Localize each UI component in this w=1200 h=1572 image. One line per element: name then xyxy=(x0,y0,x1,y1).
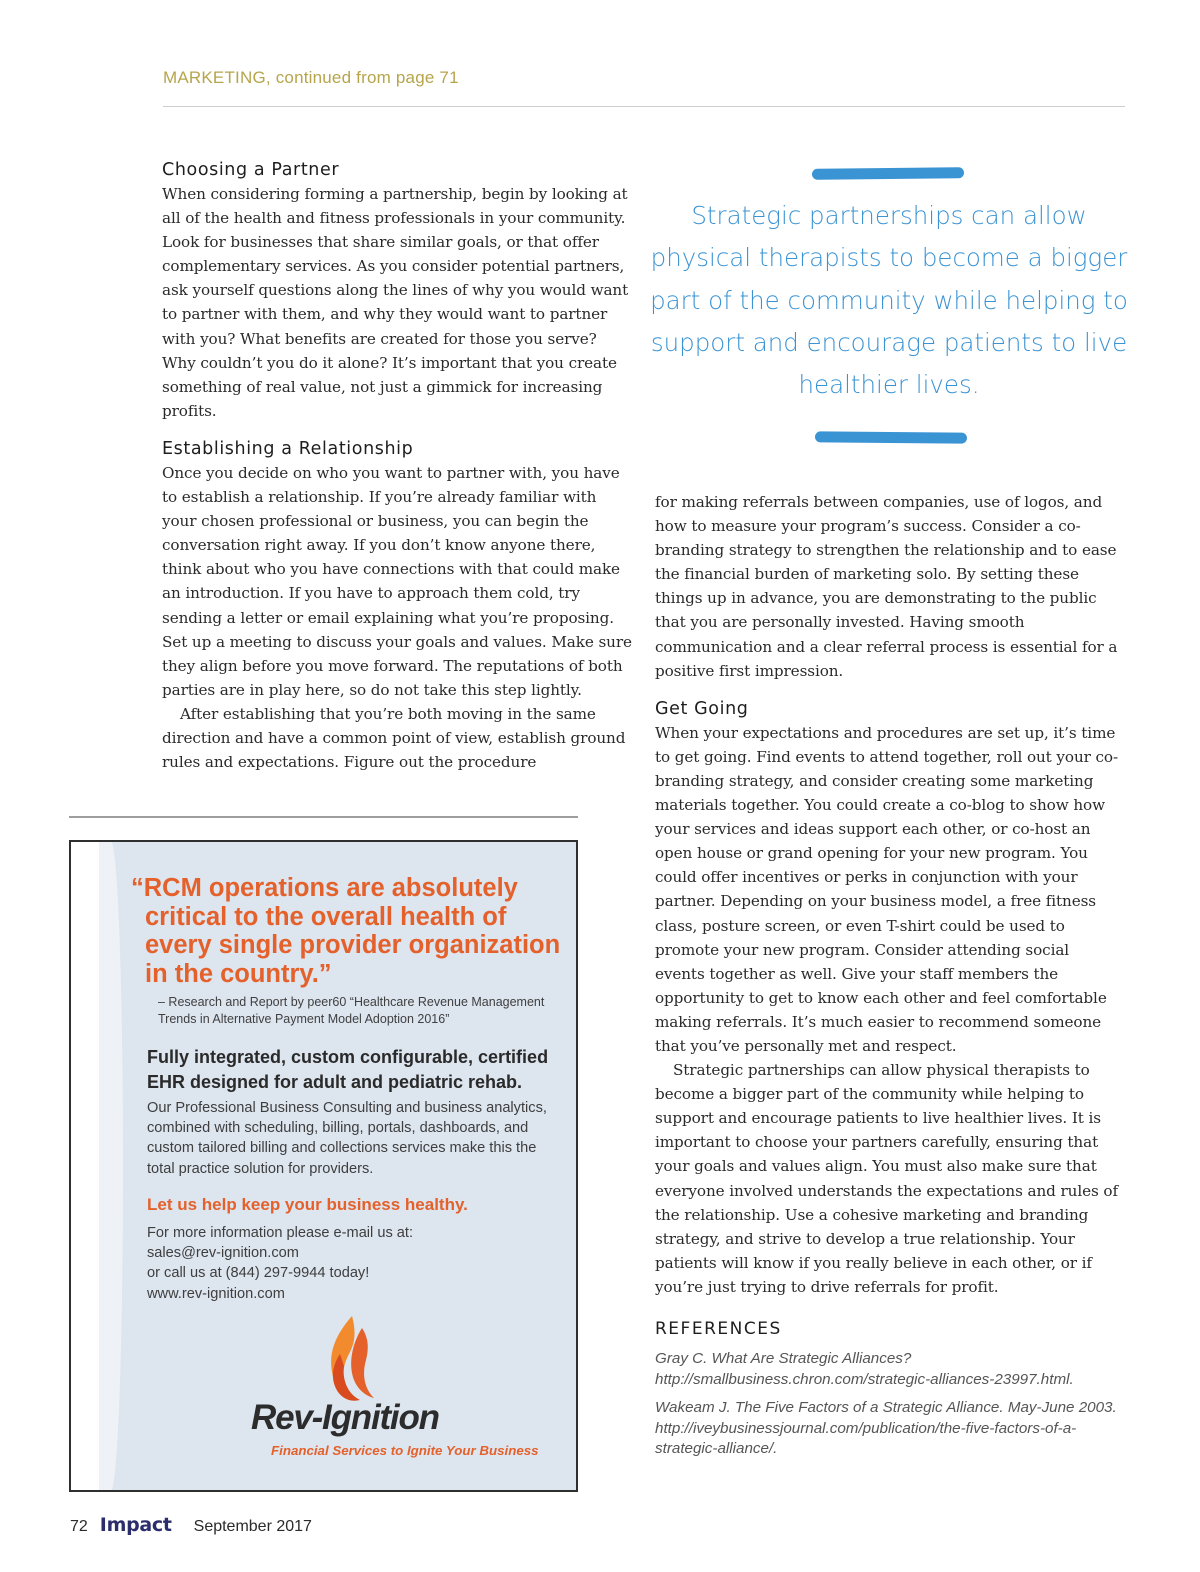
section-heading-choosing-partner: Choosing a Partner xyxy=(162,160,340,180)
brush-stroke-decoration xyxy=(815,431,967,443)
right-column xyxy=(655,490,1121,1460)
paragraph: for making referrals between companies, use of logos, and how to measure your program’s success. Consider a co-branding strategy to strengthen the relationship and to ease the financial burden of marketing solo. By setting these things up in advance, you are demonstrating to the public that you are personally invested. Having smooth communication and a clear referral process is essential for a positive first impression. xyxy=(655,493,1118,680)
ad-decor-stripe xyxy=(99,842,123,1490)
left-column xyxy=(162,158,632,774)
page-footer xyxy=(70,1514,312,1538)
ad-tagline: Financial Services to Ignite Your Business xyxy=(271,1443,539,1458)
section-heading-establishing-relationship: Establishing a Relationship xyxy=(162,438,414,459)
paragraph: After establishing that you’re both moving in the same direction and have a common point of view, establish ground rules and expectations. Figure out the procedure xyxy=(162,704,626,772)
reference-item: Wakeam J. The Five Factors of a Strategic Alliance. May-June 2003. http://iveybusinessjournal.com/publication/the-five-factors-of-a-strategic-alliance/. xyxy=(655,1399,1117,1457)
rev-ignition-advertisement[interactable] xyxy=(69,840,578,1492)
section-heading-get-going: Get Going xyxy=(655,698,749,719)
ad-brand-name: Rev-Ignition xyxy=(251,1398,439,1437)
rev-ignition-flame-logo xyxy=(318,1314,380,1402)
paragraph: Strategic partnerships can allow physical therapists to become a bigger part of the community while helping to support and encourage patients to live healthier lives. It is important to choose your partners carefully, ensuring that your goals and values align. You must also make sure that everyone involved understands the expectations and rules of the relationship. Use a cohesive marketing and branding strategy, and strive to develop a true relationship. Your patients will know if you really believe in each other, or if you’re just trying to drive referrals for profit. xyxy=(655,1061,1118,1296)
reference-item: Gray C. What Are Strategic Alliances? http://smallbusiness.chron.com/strategic-alliances-23997.html. xyxy=(655,1350,1074,1388)
contact-intro: For more information please e-mail us at: xyxy=(147,1225,414,1241)
brush-stroke-decoration xyxy=(812,167,964,180)
paragraph: When your expectations and procedures are set up, it’s time to get going. Find events to attend together, roll out your co-branding strategy, and consider creating some marketing materials together. You could create a co-blog to show how your services and ideas support each other, or co-host an open house or grand opening for your new program. You could offer incentives or perks in conjunction with your partner. Depending on your business model, a free fitness class, posture screen, or even T-shirt could be used to promote your new program. Consider attending social events together as well. Give your staff members the opportunity to get to know each other and feel comfortable making referrals. It’s much easier to recommend someone that you’ve personally met and respect. xyxy=(655,723,1118,1055)
magazine-brand: Impact xyxy=(99,1514,172,1536)
references-heading: REFERENCES xyxy=(655,1319,782,1339)
continued-header: MARKETING, continued from page 71 xyxy=(163,68,459,87)
ad-body-text: Our Professional Business Consulting and business analytics, combined with scheduling, billing, portals, dashboards, and custom tailored billing and collections services make this the total practice solution for providers. xyxy=(147,1100,547,1177)
ad-call-to-action: Let us help keep your business healthy. xyxy=(147,1195,468,1214)
page-number: 72 xyxy=(70,1518,88,1535)
ad-contact-info xyxy=(147,1223,547,1304)
ad-divider xyxy=(69,816,578,818)
contact-website[interactable]: www.rev-ignition.com xyxy=(147,1285,285,1302)
ad-quote: “RCM operations are absolutely critical to the overall health of every single provider organization in the country.” xyxy=(131,874,561,988)
pull-quote: Strategic partnerships can allow physical therapists to become a bigger part of the community while helping to support and encourage patients to live healthier lives. xyxy=(650,201,1128,400)
header-divider xyxy=(163,106,1125,107)
contact-phone: or call us at (844) 297-9944 today! xyxy=(147,1265,370,1282)
ad-quote-source: – Research and Report by peer60 “Healthcare Revenue Management Trends in Alternative Payment Model Adoption 2016” xyxy=(158,995,545,1026)
paragraph: When considering forming a partnership, begin by looking at all of the health and fitness professionals in your community. Look for businesses that share similar goals, or that offer complementary services. As you consider potential partners, ask yourself questions along the lines of why you would want to partner with them, and why they would want to partner with you? What benefits are created for those you serve? Why couldn’t you do it alone? It’s important that you create something of real value, not just a gimmick for increasing profits. xyxy=(162,185,629,420)
ad-headline: Fully integrated, custom configurable, certified EHR designed for adult and pediatric rehab. xyxy=(147,1047,549,1092)
contact-email[interactable]: sales@rev-ignition.com xyxy=(147,1245,299,1262)
issue-date: September 2017 xyxy=(193,1518,312,1535)
paragraph: Once you decide on who you want to partner with, you have to establish a relationship. If you’re already familiar with your chosen professional or business, you can begin the conversation right away. If you don’t know anyone there, think about who you have connections with that could make an introduction. If you have to approach them cold, try sending a letter or email explaining what you’re proposing. Set up a meeting to discuss your goals and values. Make sure they align before you move forward. The reputations of both parties are in play here, so do not take this step lightly. xyxy=(162,463,632,699)
